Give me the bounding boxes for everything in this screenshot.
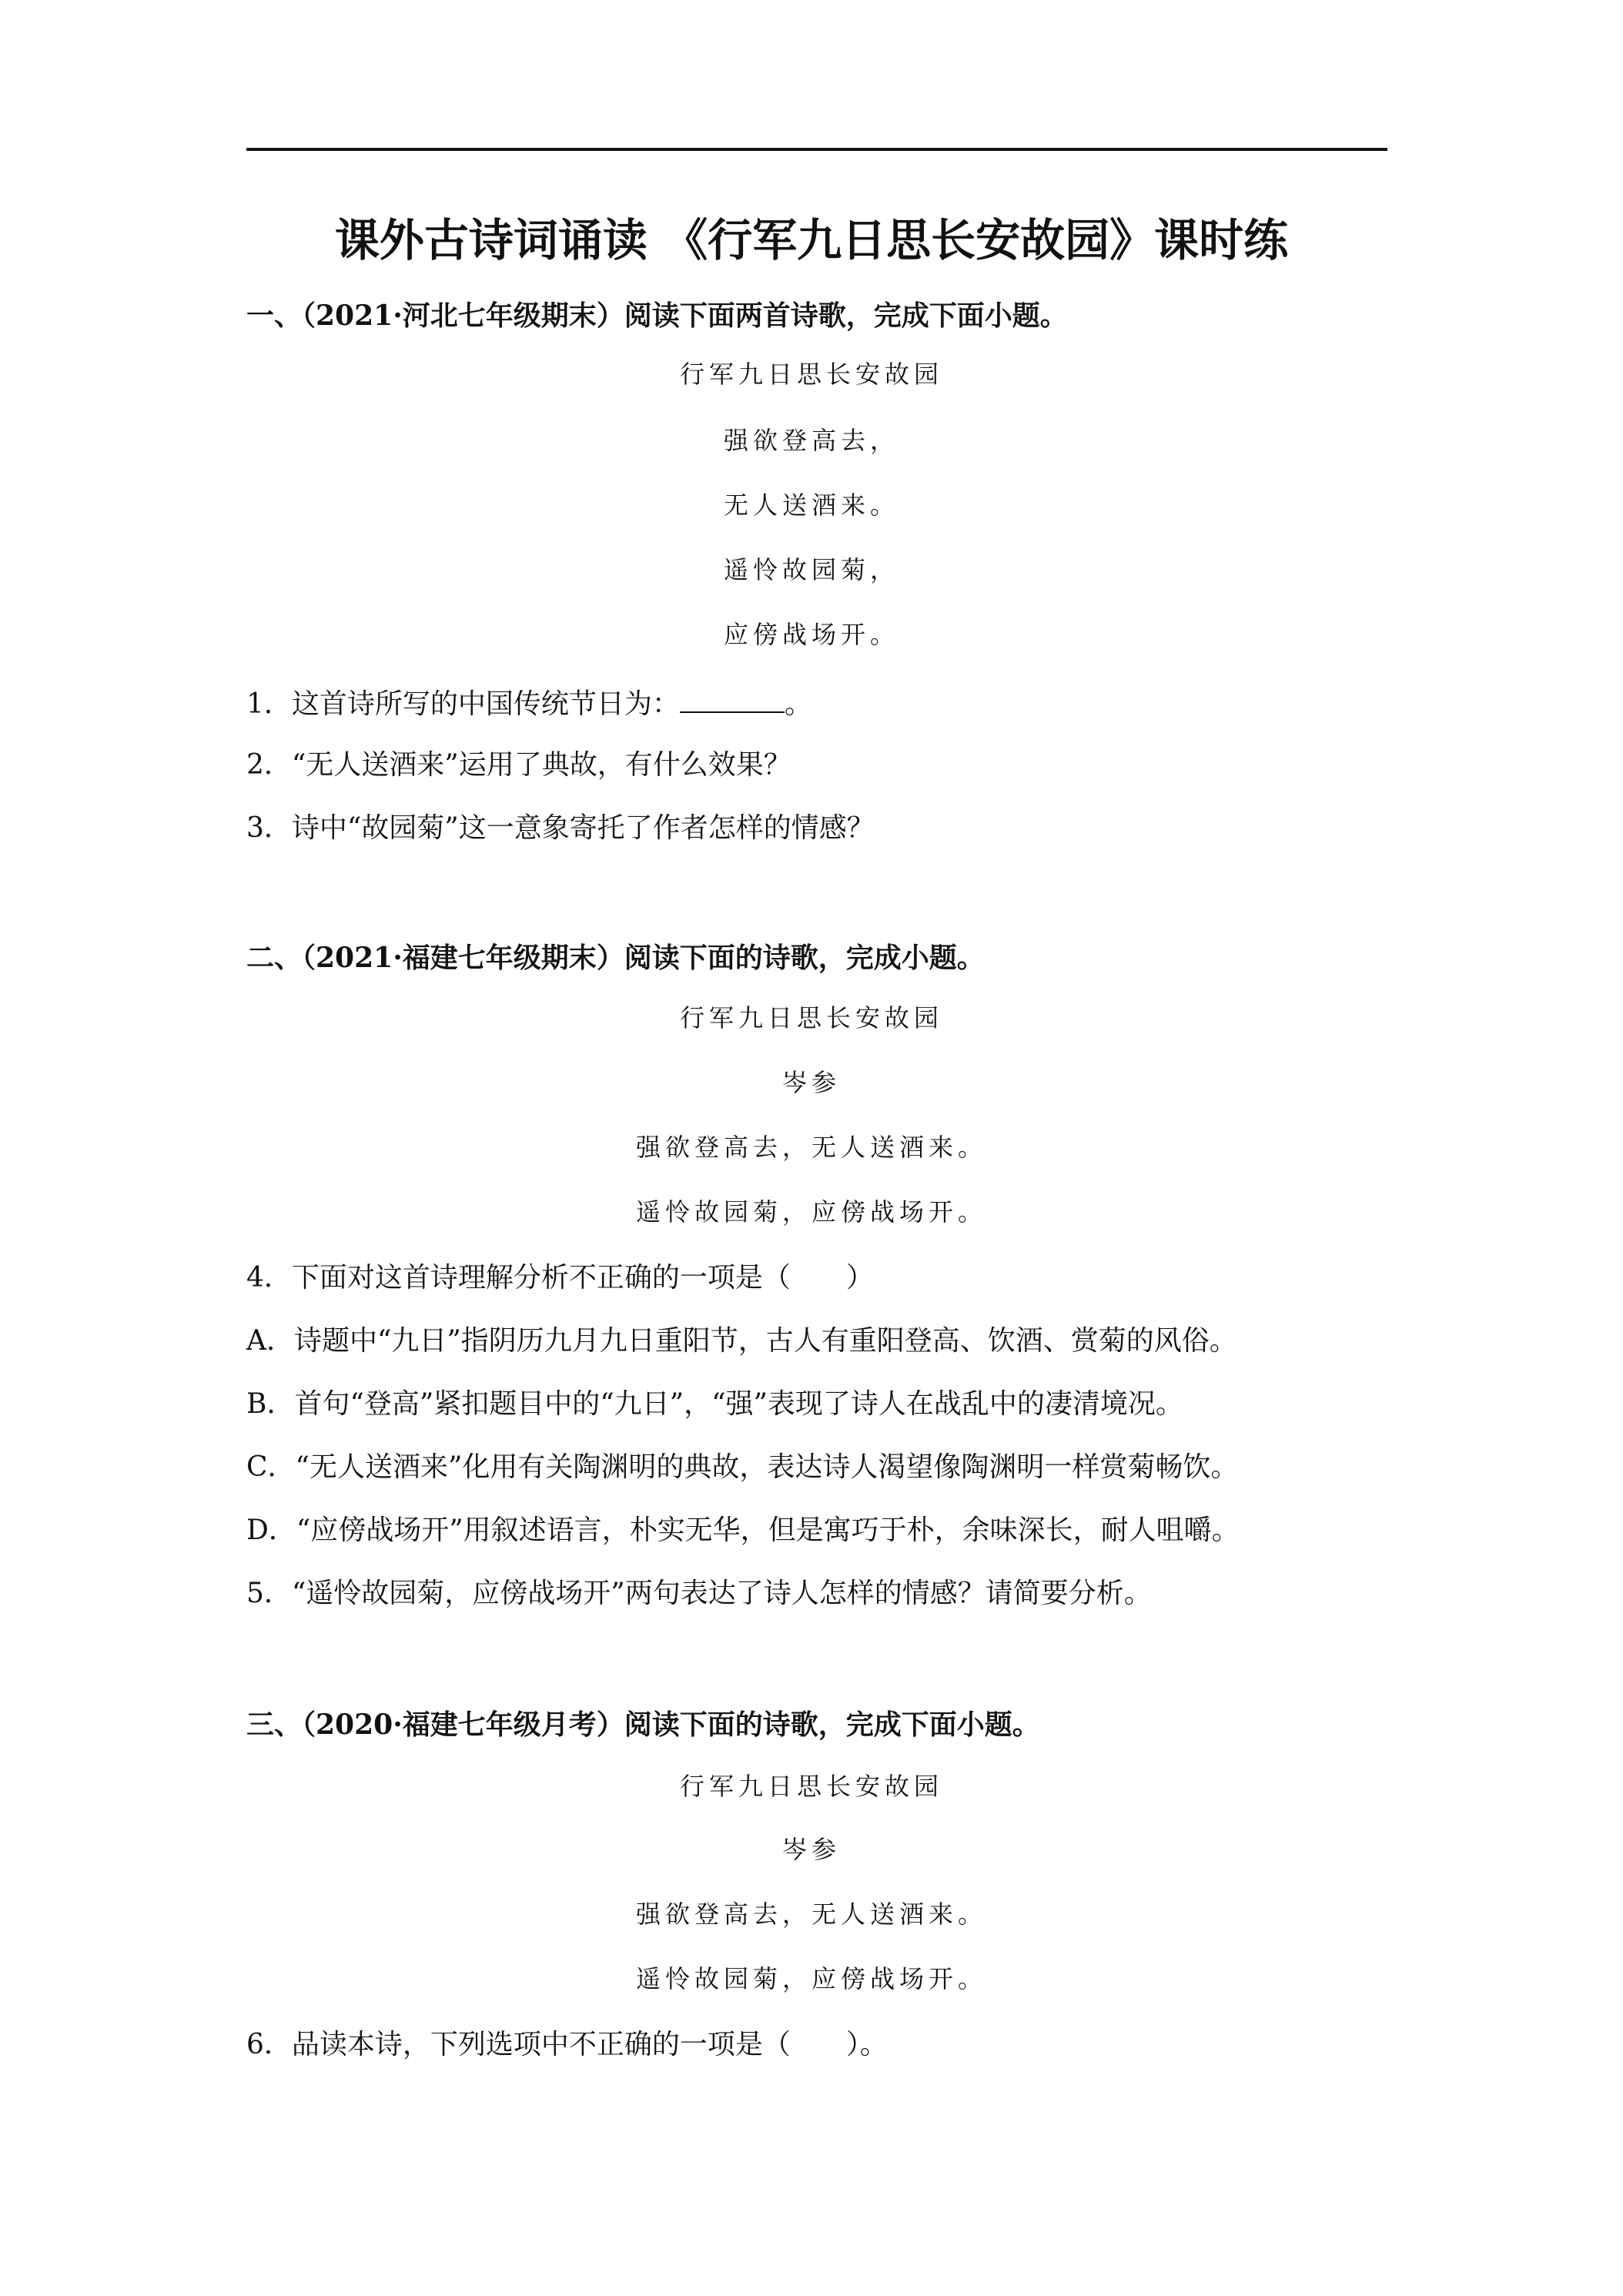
answer-blank[interactable] <box>680 684 785 713</box>
section-1-poem-line: 遥怜故园菊， <box>723 555 899 584</box>
section-2-poem-line: 遥怜故园菊，应傍战场开。 <box>635 1197 987 1227</box>
header-rule <box>246 148 1387 151</box>
document-title: 课外古诗词诵读 《行军九日思长安故园》课时练 <box>334 214 1289 266</box>
option-c: C．“无人送酒来”化用有关陶渊明的典故，表达诗人渴望像陶渊明一样赏菊畅饮。 <box>246 1451 1239 1483</box>
question-1-text: 1．这首诗所写的中国传统节日为： <box>246 688 680 720</box>
section-3-heading: 三、（2020·福建七年级月考）阅读下面的诗歌，完成下面小题。 <box>246 1709 1040 1741</box>
section-3-poem-line: 强欲登高去，无人送酒来。 <box>635 1899 987 1929</box>
question-1-end: 。 <box>784 688 812 720</box>
section-2-poem-author: 岑参 <box>781 1068 841 1097</box>
question-6: 6．品读本诗，下列选项中不正确的一项是（ ）。 <box>246 2029 888 2060</box>
section-3-poem-line: 遥怜故园菊，应傍战场开。 <box>635 1964 987 1993</box>
section-2-poem-title: 行军九日思长安故园 <box>679 1003 943 1033</box>
section-3-poem-author: 岑参 <box>781 1835 841 1864</box>
question-4: 4．下面对这首诗理解分析不正确的一项是（ ） <box>246 1262 874 1294</box>
section-3-poem-title: 行军九日思长安故园 <box>679 1772 943 1801</box>
question-3: 3．诗中“故园菊”这一意象寄托了作者怎样的情感？ <box>246 812 875 844</box>
option-b: B．首句“登高”紧扣题目中的“九日”，“强”表现了诗人在战乱中的凄清境况。 <box>246 1388 1183 1420</box>
section-1-poem-title: 行军九日思长安故园 <box>679 360 943 389</box>
section-1-heading: 一、（2021·河北七年级期末）阅读下面两首诗歌，完成下面小题。 <box>246 300 1068 332</box>
question-5: 5．“遥怜故园菊，应傍战场开”两句表达了诗人怎样的情感？请简要分析。 <box>246 1578 1152 1609</box>
section-1-poem-line: 强欲登高去， <box>723 426 899 455</box>
section-2-poem-line: 强欲登高去，无人送酒来。 <box>635 1133 987 1162</box>
section-1-poem-line: 应傍战场开。 <box>723 620 899 649</box>
question-2: 2．“无人送酒来”运用了典故，有什么效果？ <box>246 749 791 781</box>
section-1-poem-line: 无人送酒来。 <box>723 490 899 520</box>
question-1 <box>246 684 812 725</box>
section-2-heading: 二、（2021·福建七年级期末）阅读下面的诗歌，完成小题。 <box>246 942 985 974</box>
option-d: D．“应傍战场开”用叙述语言，朴实无华，但是寓巧于朴，余味深长，耐人咀嚼。 <box>246 1514 1240 1546</box>
option-a: A．诗题中“九日”指阴历九月九日重阳节，古人有重阳登高、饮酒、赏菊的风俗。 <box>246 1325 1237 1357</box>
